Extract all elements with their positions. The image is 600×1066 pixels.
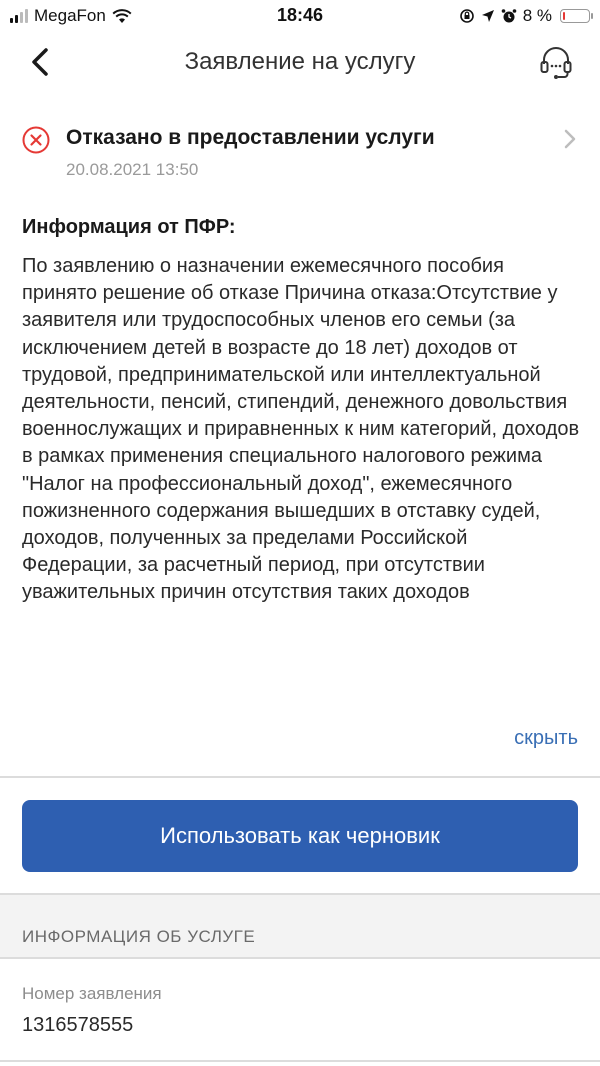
application-number-value: 1316578555: [22, 1014, 134, 1036]
page-title: Заявление на услугу: [184, 48, 416, 75]
rejected-status-icon: [22, 126, 50, 154]
alarm-icon: [501, 8, 517, 24]
support-button[interactable]: [536, 42, 576, 82]
battery-percent: 8 %: [522, 6, 552, 25]
section-title: ИНФОРМАЦИЯ ОБ УСЛУГЕ: [22, 927, 256, 946]
application-status-date: 20.08.2021 13:50: [66, 160, 199, 179]
navigation-bar: [0, 32, 600, 92]
location-arrow-icon: [481, 9, 495, 23]
application-status-title: Отказано в предоставлении услуги: [66, 126, 435, 149]
use-as-draft-button[interactable]: Использовать как черновик: [22, 800, 578, 872]
divider: [0, 776, 600, 778]
status-bar-time: 18:46: [276, 5, 324, 25]
battery-fill: [563, 12, 565, 20]
carrier-name: MegaFon: [34, 6, 106, 25]
info-text: По заявлению о назначении ежемесячного пособия принято решение об отказе Причина отказа:Отсутствие у заявителя или трудоспособных членов его семьи (за исключением детей в возрасте до 18 лет) доходов от трудовой, предпринимательской или интеллектуальной деятельности, пенсий, стипендий, денежного довольствия военнослужащих и приравненных к ним категорий, доходов в рамках применения специального налогового режима "Налог на профессиональный доход", ежемесячного пожизненного содержания вышедших в отставку судей, доходов, полученных за пределами Российской Федерации, за расчетный период, при отсутствии уважительных причин отсутствия таких доходов: [22, 255, 580, 604]
chevron-right-icon: [560, 128, 580, 150]
service-info-section-header: [0, 895, 600, 957]
divider: [0, 957, 600, 959]
hide-text-link[interactable]: скрыть: [514, 727, 578, 749]
headset-icon: [538, 44, 574, 80]
status-bar-right: [459, 6, 590, 26]
application-status-row[interactable]: [0, 118, 600, 188]
divider: [0, 1060, 600, 1062]
application-number-label: Номер заявления: [22, 984, 162, 1003]
status-bar: [0, 0, 600, 32]
battery-icon: [560, 9, 590, 23]
info-heading: Информация от ПФР:: [22, 216, 236, 238]
rotation-lock-icon: [459, 8, 475, 24]
